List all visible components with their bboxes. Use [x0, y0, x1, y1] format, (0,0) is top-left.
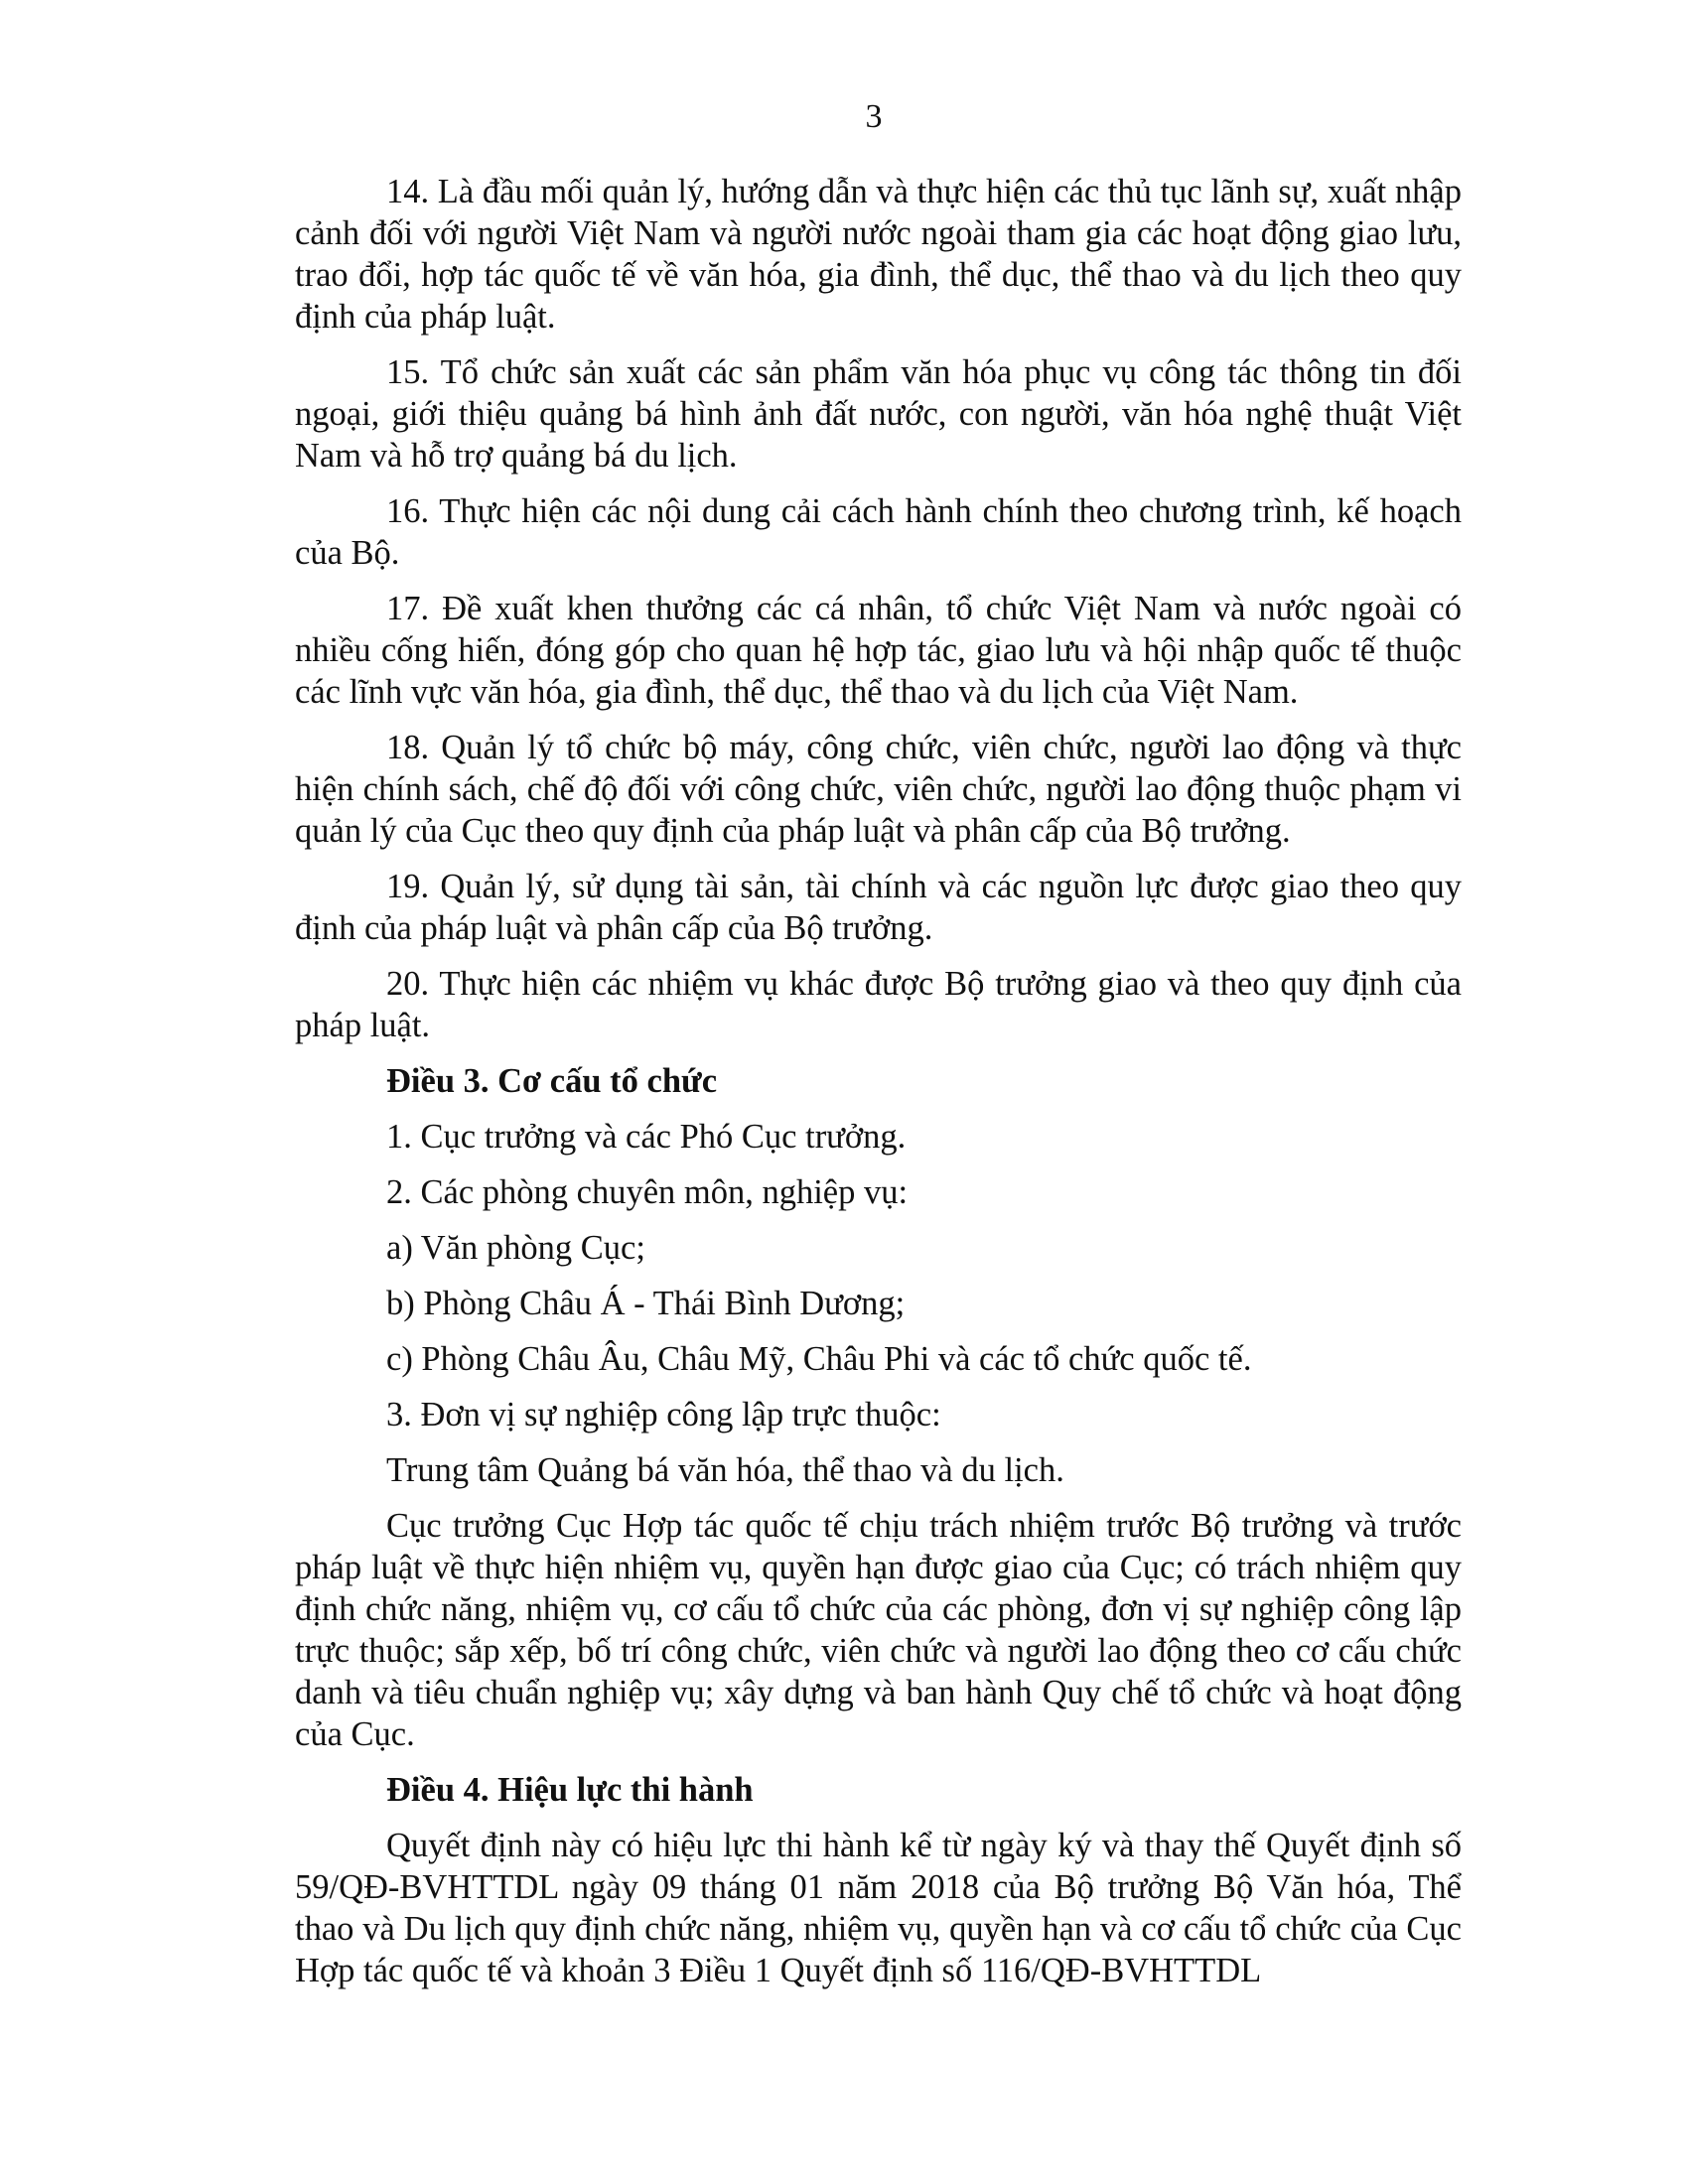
item-19: 19. Quản lý, sử dụng tài sản, tài chính và các nguồn lực được giao theo quy định của pháp luật và phân cấp của Bộ trưởng.: [295, 868, 1462, 947]
article-3-line-1: 1. Cục trưởng và các Phó Cục trưởng.: [386, 1118, 907, 1156]
article-4-body: Quyết định này có hiệu lực thi hành kể từ ngày ký và thay thế Quyết định số 59/QĐ-BVHTTDL ngày 09 tháng 01 năm 2018 của Bộ trưởng Bộ Văn hóa, Thể thao và Du lịch quy định chức năng, nhiệm vụ, quyền hạn và cơ cấu tổ chức của Cục Hợp tác quốc tế và khoản 3 Điều 1 Quyết định số 116/QĐ-BVHTTDL: [295, 1827, 1462, 1989]
article-4-heading: Điều 4. Hiệu lực thi hành: [386, 1771, 754, 1809]
document-body: [295, 171, 1462, 2005]
article-3-line-c: c) Phòng Châu Âu, Châu Mỹ, Châu Phi và các tổ chức quốc tế.: [386, 1340, 1252, 1378]
item-20: 20. Thực hiện các nhiệm vụ khác được Bộ trưởng giao và theo quy định của pháp luật.: [295, 965, 1462, 1044]
page-number: 3: [865, 98, 883, 135]
item-18: 18. Quản lý tổ chức bộ máy, công chức, viên chức, người lao động và thực hiện chính sách, chế độ đối với công chức, viên chức, người lao động thuộc phạm vi quản lý của Cục theo quy định của pháp luật và phân cấp của Bộ trưởng.: [295, 729, 1462, 850]
article-3-center-unit: Trung tâm Quảng bá văn hóa, thể thao và du lịch.: [386, 1451, 1064, 1489]
item-17: 17. Đề xuất khen thưởng các cá nhân, tổ chức Việt Nam và nước ngoài có nhiều cống hiến, đóng góp cho quan hệ hợp tác, giao lưu và hội nhập quốc tế thuộc các lĩnh vực văn hóa, gia đình, thể dục, thể thao và du lịch của Việt Nam.: [295, 590, 1462, 711]
item-14: 14. Là đầu mối quản lý, hướng dẫn và thực hiện các thủ tục lãnh sự, xuất nhập cảnh đối với người Việt Nam và người nước ngoài tham gia các hoạt động giao lưu, trao đổi, hợp tác quốc tế về văn hóa, gia đình, thể dục, thể thao và du lịch theo quy định của pháp luật.: [295, 173, 1462, 336]
article-3-line-b: b) Phòng Châu Á - Thái Bình Dương;: [386, 1285, 906, 1322]
article-3-line-a: a) Văn phòng Cục;: [386, 1229, 645, 1267]
item-16: 16. Thực hiện các nội dung cải cách hành chính theo chương trình, kế hoạch của Bộ.: [295, 492, 1462, 572]
article-3-heading: Điều 3. Cơ cấu tổ chức: [386, 1062, 718, 1100]
item-15: 15. Tổ chức sản xuất các sản phẩm văn hóa phục vụ công tác thông tin đối ngoại, giới thiệu quảng bá hình ảnh đất nước, con người, văn hóa nghệ thuật Việt Nam và hỗ trợ quảng bá du lịch.: [295, 353, 1462, 475]
article-3-responsibility: Cục trưởng Cục Hợp tác quốc tế chịu trách nhiệm trước Bộ trưởng và trước pháp luật về thực hiện nhiệm vụ, quyền hạn được giao của Cục; có trách nhiệm quy định chức năng, nhiệm vụ, cơ cấu tổ chức của các phòng, đơn vị sự nghiệp công lập trực thuộc; sắp xếp, bố trí công chức, viên chức và người lao động theo cơ cấu chức danh và tiêu chuẩn nghiệp vụ; xây dựng và ban hành Quy chế tổ chức và hoạt động của Cục.: [295, 1507, 1462, 1753]
article-3-line-3: 3. Đơn vị sự nghiệp công lập trực thuộc:: [386, 1396, 941, 1433]
article-3-line-2: 2. Các phòng chuyên môn, nghiệp vụ:: [386, 1173, 909, 1211]
